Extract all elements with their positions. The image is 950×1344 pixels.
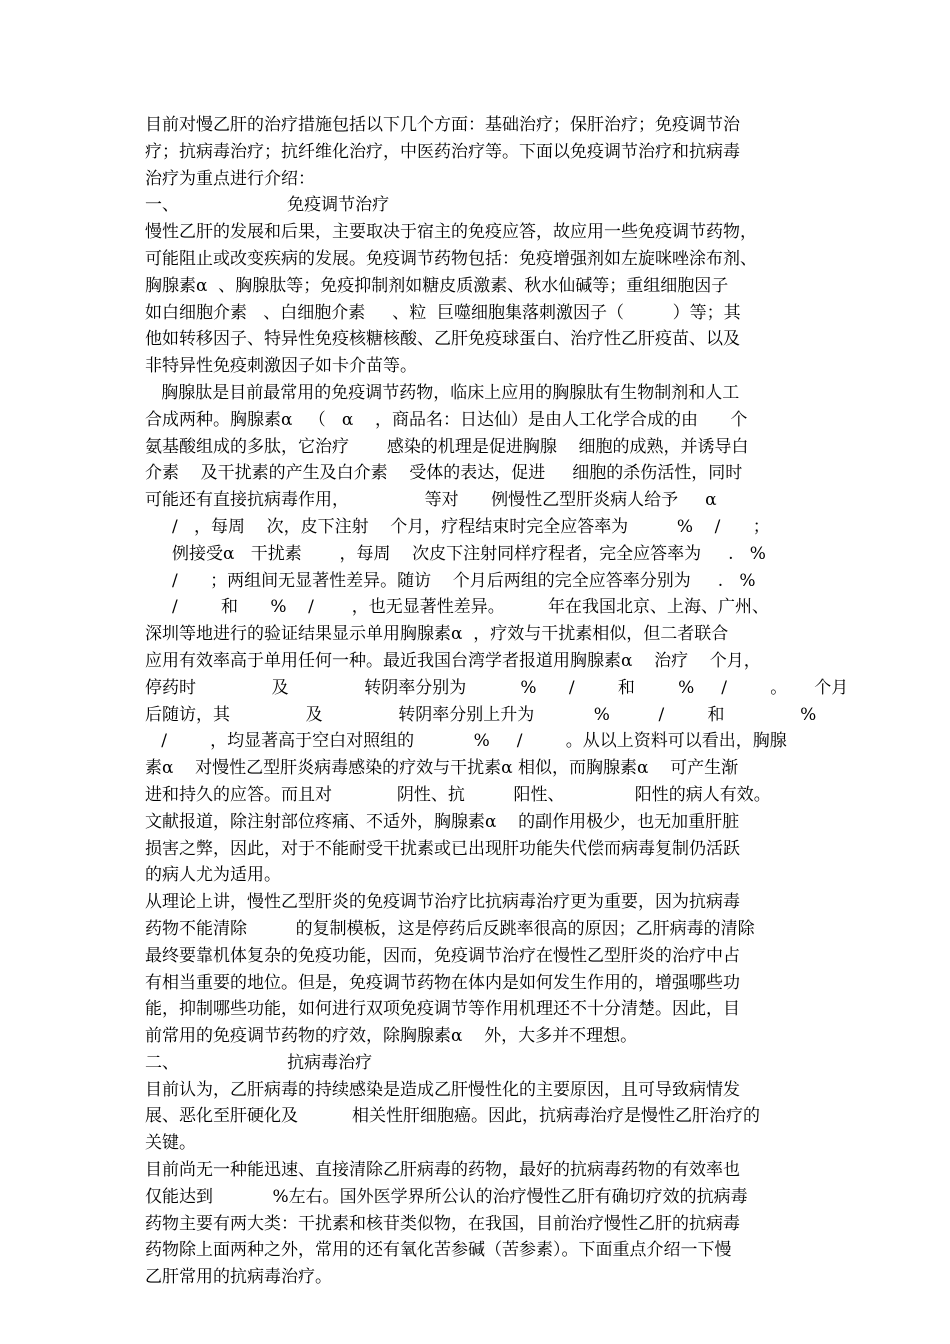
text-line: 停药时 及 转阴率分别为 % / 和 % / 。 个月 (145, 677, 849, 698)
text-line: 胸腺肽是目前最常用的免疫调节药物，临床上应用的胸腺肽有生物制剂和人工 (145, 382, 740, 403)
text-line: 疗；抗病毒治疗；抗纤维化治疗，中医药治疗等。下面以免疫调节治疗和抗病毒 (145, 141, 740, 162)
text-line: 介素 及干扰素的产生及白介素 受体的表达，促进 细胞的杀伤活性，同时 (145, 463, 743, 484)
text-line: 从理论上讲，慢性乙型肝炎的免疫调节治疗比抗病毒治疗更为重要，因为抗病毒 (145, 892, 740, 913)
text-line: 二、 抗病毒治疗 (145, 1052, 373, 1073)
text-line: 有相当重要的地位。但是，免疫调节药物在体内是如何发生作用的，增强哪些功 (145, 972, 740, 993)
text-line: 他如转移因子、特异性免疫核糖核酸、乙肝免疫球蛋白、治疗性乙肝疫苗、以及 (145, 329, 740, 350)
text-line: 非特异性免疫刺激因子如卡介苗等。 (145, 356, 417, 377)
text-line: 药物不能清除 的复制模板，这是停药后反跳率很高的原因；乙肝病毒的清除 (145, 918, 755, 939)
text-line: 进和持久的应答。而且对 阴性、抗 阳性、 阳性的病人有效。 (145, 784, 771, 805)
text-line: 能，抑制哪些功能，如何进行双项免疫调节等作用机理还不十分清楚。因此，目 (145, 999, 740, 1020)
text-line: 如白细胞介素 、白细胞介素 、粒 巨噬细胞集落刺激因子（ ）等；其 (145, 302, 741, 323)
text-line: 素α 对慢性乙型肝炎病毒感染的疗效与干扰素α 相似，而胸腺素α 可产生渐 (145, 758, 739, 779)
text-line: 的病人尤为适用。 (145, 865, 281, 886)
text-line: 损害之弊，因此，对于不能耐受干扰素或已出现肝功能失代偿而病毒复制仍活跃 (145, 838, 740, 859)
text-line: / ，均显著高于空白对照组的 % / 。从以上资料可以看出，胸腺 (145, 731, 787, 752)
document-page (145, 112, 849, 1291)
text-line: 展、恶化至肝硬化及 相关性肝细胞癌。因此，抗病毒治疗是慢性乙肝治疗的 (145, 1106, 761, 1127)
text-line: 治疗为重点进行介绍： (145, 168, 315, 189)
text-line: 应用有效率高于单用任何一种。最近我国台湾学者报道用胸腺素α 治疗 个月， (145, 650, 761, 671)
text-line: 一、 免疫调节治疗 (145, 195, 390, 216)
text-line: / ；两组间无显著性差异。随访 个月后两组的完全应答率分别为 . % (145, 570, 756, 591)
text-line: / ，每周 次，皮下注射 个月，疗程结束时完全应答率为 % / ； (145, 516, 770, 537)
text-line: 仅能达到 %左右。国外医学界所公认的治疗慢性乙肝有确切疗效的抗病毒 (145, 1186, 748, 1207)
text-line: 可能还有直接抗病毒作用， 等对 例慢性乙型肝炎病人给予 α (145, 490, 717, 511)
text-line: / 和 % / ，也无显著性差异。 年在我国北京、上海、广州、 (145, 597, 769, 618)
text-line: 目前对慢乙肝的治疗措施包括以下几个方面：基础治疗；保肝治疗；免疫调节治 (145, 115, 740, 135)
text-line: 慢性乙肝的发展和后果，主要取决于宿主的免疫应答，故应用一些免疫调节药物， (145, 222, 757, 243)
text-line: 例接受α 干扰素 ，每周 次皮下注射同样疗程者，完全应答率为 . % (145, 543, 766, 564)
text-line: 文献报道，除注射部位疼痛、不适外，胸腺素α 的副作用极少，也无加重肝脏 (145, 811, 740, 832)
text-line: 目前尚无一种能迅速、直接清除乙肝病毒的药物，最好的抗病毒药物的有效率也 (145, 1160, 740, 1181)
text-line: 关键。 (145, 1133, 196, 1154)
text-line: 前常用的免疫调节药物的疗效，除胸腺素α 外，大多并不理想。 (145, 1026, 638, 1047)
text-line: 深圳等地进行的验证结果显示单用胸腺素α ，疗效与干扰素相似，但二者联合 (145, 624, 729, 645)
text-line: 合成两种。胸腺素α （ α ，商品名：日达仙）是由人工化学合成的由 个 (145, 409, 748, 430)
text-line: 乙肝常用的抗病毒治疗。 (145, 1267, 332, 1288)
text-line: 胸腺素α 、胸腺肽等；免疫抑制剂如糖皮质激素、秋水仙碱等；重组细胞因子 (145, 275, 729, 296)
text-line: 最终要靠机体复杂的免疫功能，因而，免疫调节治疗在慢性乙型肝炎的治疗中占 (145, 945, 740, 966)
text-line: 氨基酸组成的多肽，它治疗 感染的机理是促进胸腺 细胞的成熟，并诱导白 (145, 436, 749, 457)
text-line: 药物主要有两大类：干扰素和核苷类似物，在我国，目前治疗慢性乙肝的抗病毒 (145, 1213, 740, 1234)
text-line: 后随访，其 及 转阴率分别上升为 % / 和 % (145, 704, 817, 725)
text-line: 药物除上面两种之外，常用的还有氧化苦参碱（苦参素）。下面重点介绍一下慢 (145, 1240, 732, 1261)
text-line: 目前认为，乙肝病毒的持续感染是造成乙肝慢性化的主要原因，且可导致病情发 (145, 1079, 740, 1100)
text-line: 可能阻止或改变疾病的发展。免疫调节药物包括：免疫增强剂如左旋咪唑涂布剂、 (145, 248, 757, 269)
